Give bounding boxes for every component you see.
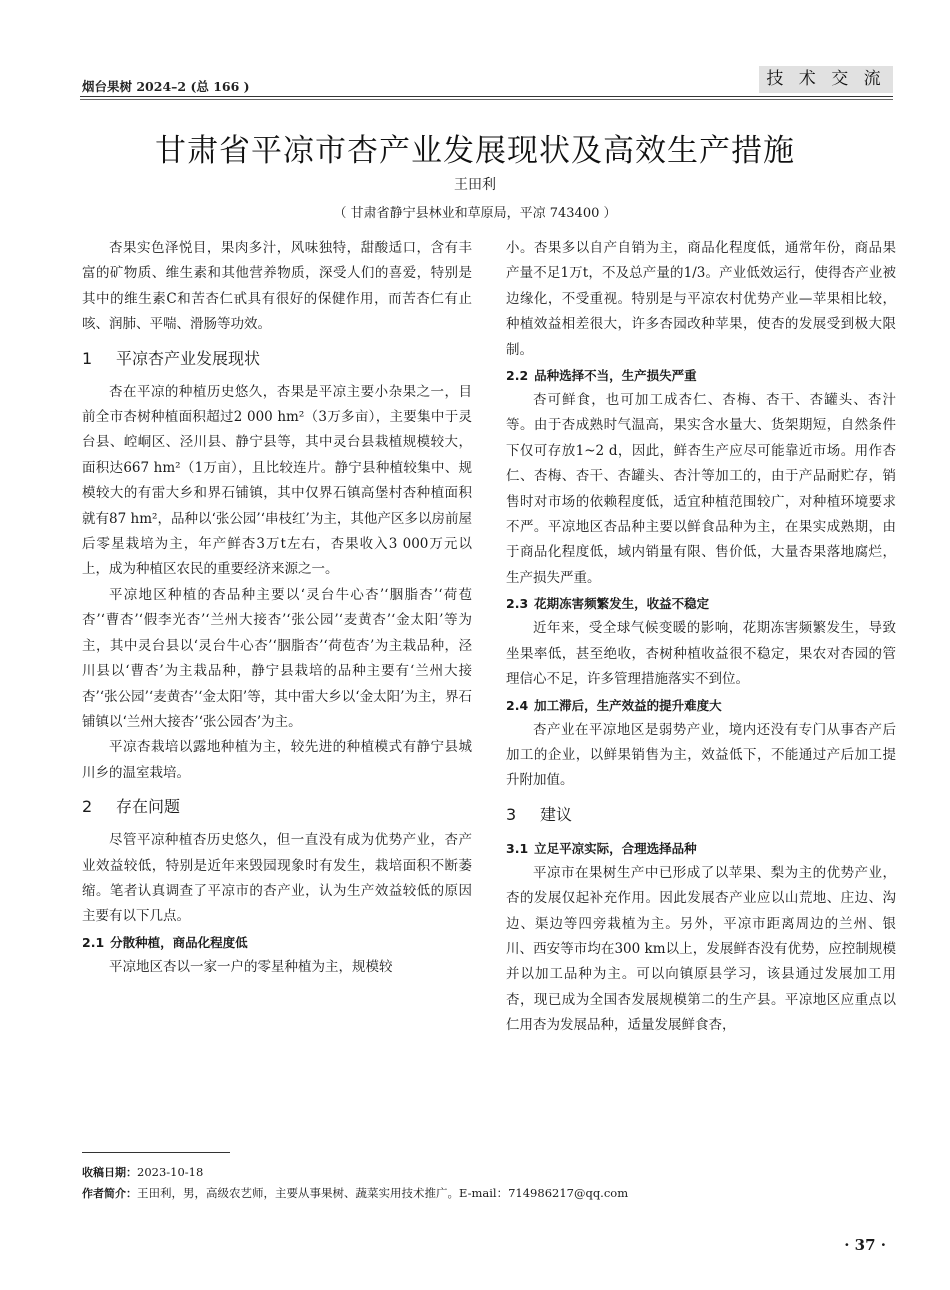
- paragraph-continued: 小。杏果多以自产自销为主，商品化程度低，通常年份，商品果产量不足1万t，不及总产量的1/3。产业低效运行，使得杏产业被边缘化，不受重视。特别是与平凉农村优势产业—苹果相比较，种植效益相差很大，许多杏园改种苹果，使杏的发展受到极大限制。: [506, 240, 896, 358]
- subsection-heading-3-1: [506, 836, 896, 861]
- left-column: [82, 236, 472, 980]
- paragraph: 杏在平凉的种植历史悠久，杏果是平凉主要小杂果之一，目前全市杏树种植面积超过2 000 hm²（3万多亩），主要集中于灵台县、崆峒区、泾川县、静宁县等，其中灵台县栽植规模较大，面积达667 hm²（1万亩），且比较连片。静宁县种植较集中、规模较大的有雷大乡和界石铺镇，其中仅界石镇高堡村杏种植面积就有87 hm²，品种以‘张公园’‘串枝红’为主，其他产区多以房前屋后零星栽培为主，年产鲜杏3万t左右，杏果收入3 000万元以上，成为种植区农民的重要经济来源之一。: [82, 383, 472, 578]
- subsection-number: 2.4: [506, 697, 529, 713]
- footnote-value: 2023-10-18: [137, 1165, 204, 1179]
- subsection-title: 花期冻害频繁发生，收益不稳定: [534, 596, 710, 612]
- page-number: · 37 ·: [844, 1236, 886, 1254]
- paragraph: 尽管平凉种植杏历史悠久，但一直没有成为优势产业，杏产业效益较低，特别是近年来毁园现象时有发生，栽培面积不断萎缩。笔者认真调查了平凉市的杏产业，认为生产效益较低的原因主要有以下几点。: [82, 832, 472, 925]
- footnote-label: 作者简介：: [82, 1187, 137, 1200]
- subsection-title: 品种选择不当，生产损失严重: [534, 368, 697, 384]
- subsection-heading-2-4: [506, 693, 896, 718]
- section-heading-2: [82, 792, 472, 822]
- footnote-value: 王田利，男，高级农艺师，主要从事果树、蔬菜实用技术推广。E-mail：714986217@qq.com: [137, 1186, 629, 1200]
- subsection-number: 2.3: [506, 596, 529, 612]
- paragraph: 平凉地区杏以一家一户的零星种植为主，规模较: [109, 958, 393, 975]
- article-title: 甘肃省平凉市杏产业发展现状及高效生产措施: [155, 133, 795, 169]
- section-title: 平凉杏产业发展现状: [116, 348, 261, 368]
- paragraph: 近年来，受全球气候变暖的影响，花期冻害频繁发生，导致坐果率低，甚至绝收，杏树种植收益很不稳定，果农对杏园的管理信心不足，许多管理措施落实不到位。: [506, 620, 896, 688]
- paragraph: 平凉市在果树生产中已形成了以苹果、梨为主的优势产业，杏的发展仅起补充作用。因此发展杏产业应以山荒地、庄边、沟边、渠边等四旁栽植为主。另外，平凉市距离周边的兰州、银川、西安等市均在300 km以上，发展鲜杏没有优势，应控制规模并以加工品种为主。可以向镇原县学习，该县通过发展加工用杏，现已成为全国杏发展规模第二的生产县。平凉地区应重点以仁用杏为发展品种，适量发展鲜食杏，: [506, 864, 896, 1034]
- section-heading-1: [82, 344, 472, 374]
- footnote-rule: [82, 1152, 230, 1153]
- journal-info: 烟台果树 2024–2 (总 166 ): [82, 79, 250, 94]
- subsection-heading-2-2: [506, 363, 896, 388]
- section-title: 建议: [540, 804, 573, 824]
- header-rule: [80, 96, 893, 97]
- affiliation: （ 甘肃省静宁县林业和草原局，平凉 743400 ）: [333, 206, 617, 221]
- footnote-received: [82, 1163, 203, 1182]
- section-number: 2: [82, 797, 93, 817]
- subsection-number: 2.1: [82, 934, 105, 950]
- paragraph: 杏产业在平凉地区是弱势产业，境内还没有专门从事杏产后加工的企业，以鲜果销售为主，效益低下，不能通过产后加工提升附加值。: [506, 721, 896, 789]
- section-title: 存在问题: [116, 797, 181, 817]
- section-number: 3: [506, 804, 517, 824]
- subsection-heading-2-3: [506, 591, 896, 616]
- subsection-number: 2.2: [506, 368, 529, 384]
- paragraph: 杏可鲜食，也可加工成杏仁、杏梅、杏干、杏罐头、杏汁等。由于杏成熟时气温高，果实含水量大、货架期短，自然条件下仅可存放1~2 d，因此，鲜杏生产应尽可能靠近市场。用作杏仁、杏梅、杏干、杏罐头、杏汁等加工的，由于产品耐贮存，销售时对市场的依赖程度低，适宜种植范围较广，对种植环境要求不严。平凉地区杏品种主要以鲜食品种为主，在果实成熟期，由于商品化程度低，域内销量有限、售价低，大量杏果落地腐烂，生产损失严重。: [506, 392, 896, 586]
- subsection-title: 加工滞后，生产效益的提升难度大: [534, 697, 722, 713]
- subsection-heading-2-1: [82, 930, 472, 955]
- right-column: [506, 236, 896, 1039]
- header-rule-thin: [80, 99, 893, 100]
- intro-paragraph: 杏果实色泽悦目，果肉多汁，风味独特，甜酸适口，含有丰富的矿物质、维生素和其他营养物质，深受人们的喜爱，特别是其中的维生素C和苦杏仁甙具有很好的保健作用，而苦杏仁有止咳、润肺、平喘、滑肠等功效。: [82, 240, 472, 333]
- section-number: 1: [82, 348, 93, 368]
- author-name: 王田利: [454, 177, 496, 193]
- footnote-label: 收稿日期：: [82, 1166, 137, 1179]
- section-heading-3: [506, 800, 896, 830]
- subsection-title: 分散种植，商品化程度低: [110, 934, 248, 950]
- footnote-author: [82, 1184, 628, 1203]
- paragraph: 平凉地区种植的杏品种主要以‘灵台牛心杏’‘胭脂杏’‘荷苞杏’‘曹杏’‘假李光杏’‘兰州大接杏’‘张公园’‘麦黄杏’‘金太阳’等为主，其中灵台县以‘灵台牛心杏’‘胭脂杏’‘荷苞杏’为主栽品种，泾川县以‘曹杏’为主栽品种，静宁县栽培的品种主要有‘兰州大接杏’‘张公园’‘麦黄杏’‘金太阳’等，其中雷大乡以‘金太阳’为主，界石铺镇以‘兰州大接杏’‘张公园杏’为主。: [82, 586, 472, 730]
- subsection-title: 立足平凉实际，合理选择品种: [534, 840, 697, 856]
- paragraph: 平凉杏栽培以露地种植为主，较先进的种植模式有静宁县城川乡的温室栽培。: [82, 739, 472, 781]
- section-label: 技 术 交 流: [759, 66, 893, 93]
- subsection-number: 3.1: [506, 840, 529, 856]
